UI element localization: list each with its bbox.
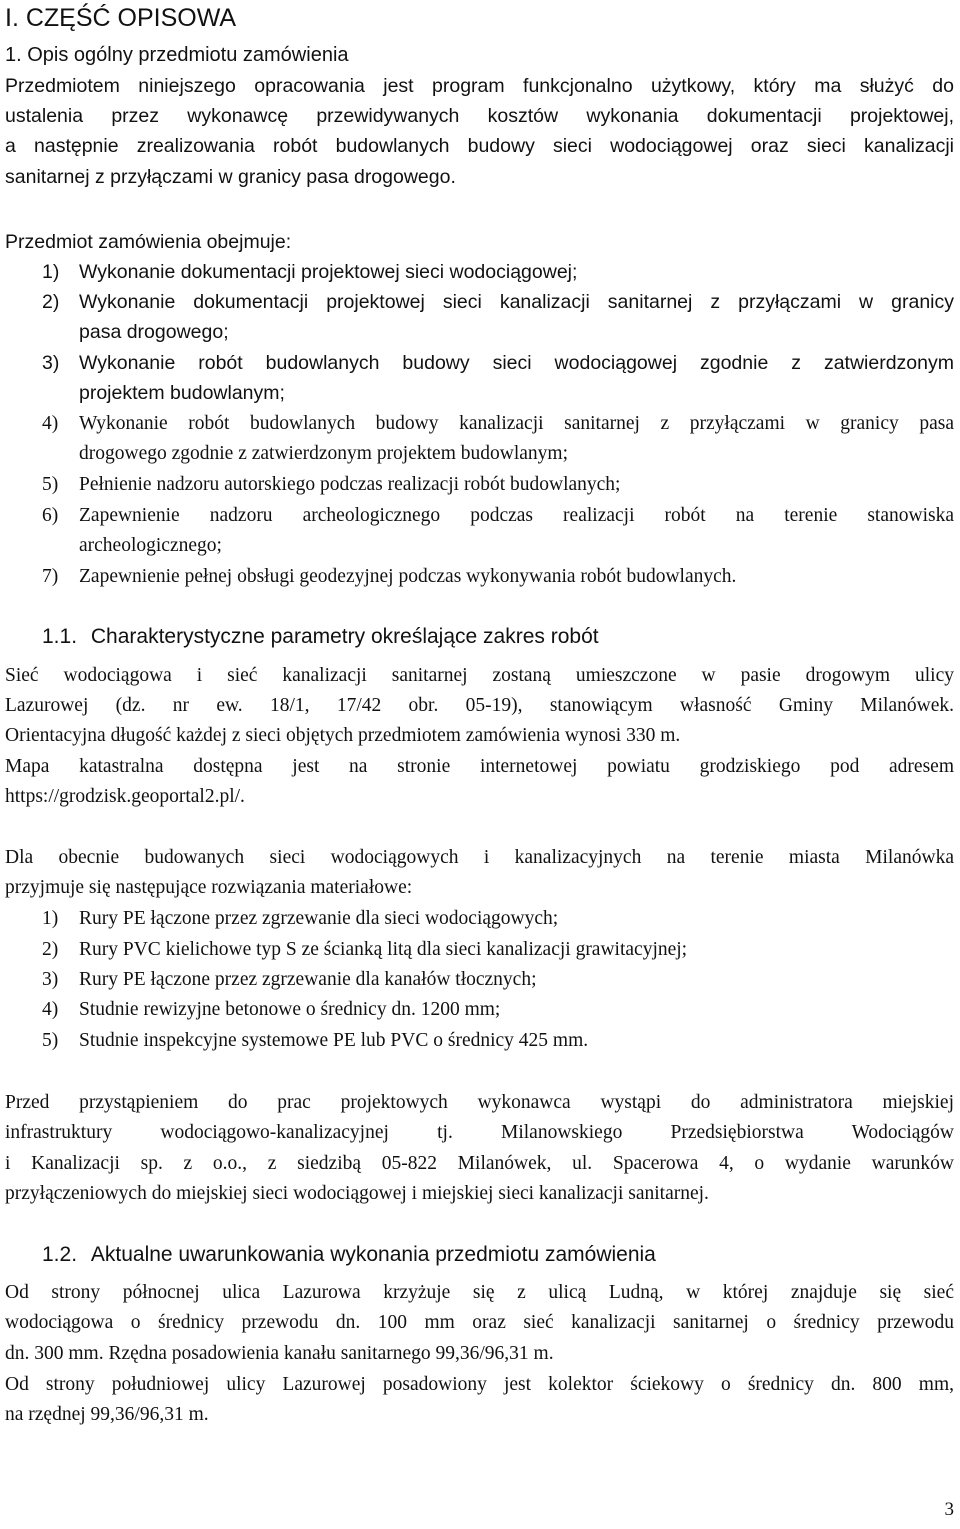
page-number: 3: [944, 1499, 954, 1520]
materials-intro-line-1: Dla obecnie budowanych sieci wodociągowych i kanalizacyjnych na terenie miasta Milanówka: [5, 847, 954, 868]
params-line-5: https://grodzisk.geoportal2.pl/.: [5, 786, 245, 807]
list-text: pasa drogowego;: [79, 321, 229, 343]
list-text: Rury PE łączone przez zgrzewanie dla kanałów tłocznych;: [79, 969, 537, 990]
section-title-text: Aktualne uwarunkowania wykonania przedmiotu zamówienia: [90, 1243, 656, 1266]
list-item: [42, 257, 954, 287]
params-line-3: Orientacyjna długość każdej z sieci objętych przedmiotem zamówienia wynosi 330 m.: [5, 725, 681, 746]
list-text: Studnie rewizyjne betonowe o średnicy dn. 1200 mm;: [79, 999, 501, 1020]
list-text: Zapewnienie pełnej obsługi geodezyjnej podczas wykonywania robót budowlanych.: [79, 566, 737, 587]
intro-line-3: a następnie zrealizowania robót budowlanych budowy sieci wodociągowej oraz sieci kanalizacji: [5, 135, 954, 157]
list-text: Wykonanie dokumentacji projektowej sieci kanalizacji sanitarnej z przyłączami w granicy: [79, 291, 954, 313]
params-line-4: Mapa katastralna dostępna jest na stronie internetowej powiatu grodziskiego pod adresem: [5, 756, 954, 777]
conditions-line-1: Od strony północnej ulica Lazurowa krzyżuje się z ulicą Ludną, w której znajduje się sieć: [5, 1282, 954, 1303]
list-item: [42, 562, 954, 592]
list-number: 4): [42, 413, 59, 434]
list-text: Rury PE łączone przez zgrzewanie dla sieci wodociągowych;: [79, 908, 559, 929]
list-text: Wykonanie dokumentacji projektowej sieci wodociągowej;: [79, 261, 578, 283]
section-number: 1.1.: [42, 625, 78, 648]
intro-line-1: Przedmiotem niniejszego opracowania jest program funkcjonalno użytkowy, który ma służyć do: [5, 75, 954, 97]
intro-line-4: sanitarnej z przyłączami w granicy pasa drogowego.: [5, 166, 456, 188]
list-number: 7): [42, 566, 59, 587]
list-item: [42, 287, 954, 347]
list-text: archeologicznego;: [79, 535, 222, 556]
list-number: 3): [42, 352, 60, 374]
section-title-text: Charakterystyczne parametry określające zakres robót: [90, 625, 599, 648]
section-1-1-title: [42, 622, 599, 652]
section-heading-main: I. CZĘŚĆ OPISOWA: [5, 4, 237, 32]
list-item: [42, 348, 954, 408]
list-number: 4): [42, 999, 59, 1020]
list-number: 1): [42, 908, 59, 929]
section-number: 1.2.: [42, 1243, 78, 1266]
conditions-line-4: Od strony południowej ulicy Lazurowej posadowiony jest kolektor ściekowy o średnicy dn. 800 mm,: [5, 1374, 954, 1395]
list-text: Wykonanie robót budowlanych budowy kanalizacji sanitarnej z przyłączami w granicy pasa: [79, 413, 954, 434]
conditions-line-3: dn. 300 mm. Rzędna posadowienia kanału sanitarnego 99,36/96,31 m.: [5, 1343, 554, 1364]
list-item: [42, 995, 954, 1025]
list-item: [42, 501, 954, 561]
list-text: Wykonanie robót budowlanych budowy sieci wodociągowej zgodnie z zatwierdzonym: [79, 352, 954, 374]
list-number: 5): [42, 1030, 59, 1051]
materials-intro-line-2: przyjmuje się następujące rozwiązania materiałowe:: [5, 877, 413, 898]
section-1-2-title: [42, 1240, 656, 1270]
list-item: [42, 470, 954, 500]
list-item: [42, 904, 954, 934]
list-text: Zapewnienie nadzoru archeologicznego podczas realizacji robót na terenie stanowiska: [79, 505, 954, 526]
list-number: 1): [42, 261, 60, 283]
admin-line-1: Przed przystąpieniem do prac projektowych wykonawca wystąpi do administratora miejskiej: [5, 1092, 954, 1113]
list-number: 2): [42, 291, 60, 313]
list-item: [42, 1026, 954, 1056]
params-line-1: Sieć wodociągowa i sieć kanalizacji sanitarnej zostaną umieszczone w pasie drogowym ulicy: [5, 665, 954, 686]
list-number: 2): [42, 939, 59, 960]
list-text: Pełnienie nadzoru autorskiego podczas realizacji robót budowlanych;: [79, 474, 621, 495]
list-item: [42, 935, 954, 965]
list-item: [42, 409, 954, 469]
list-number: 5): [42, 474, 59, 495]
conditions-line-5: na rzędnej 99,36/96,31 m.: [5, 1404, 209, 1425]
admin-line-4: przyłączeniowych do miejskiej sieci wodociągowej i miejskiej sieci kanalizacji sanitarnej.: [5, 1183, 709, 1204]
list-text: Studnie inspekcyjne systemowe PE lub PVC o średnicy 425 mm.: [79, 1030, 589, 1051]
admin-line-2: infrastruktury wodociągowo-kanalizacyjnej tj. Milanowskiego Przedsiębiorstwa Wodociągów: [5, 1122, 954, 1143]
intro-line-2: ustalenia przez wykonawcę przewidywanych kosztów wykonania dokumentacji projektowej,: [5, 105, 954, 127]
list-number: 3): [42, 969, 59, 990]
scope-intro: Przedmiot zamówienia obejmuje:: [5, 231, 292, 253]
admin-line-3: i Kanalizacji sp. z o.o., z siedzibą 05-822 Milanówek, ul. Spacerowa 4, o wydanie warunków: [5, 1153, 954, 1174]
section-1-title: 1. Opis ogólny przedmiotu zamówienia: [5, 44, 349, 66]
list-item: [42, 965, 954, 995]
list-text: projektem budowlanym;: [79, 382, 285, 404]
params-line-2: Lazurowej (dz. nr ew. 18/1, 17/42 obr. 05-19), stanowiącym własność Gminy Milanówek.: [5, 695, 954, 716]
conditions-line-2: wodociągowa o średnicy przewodu dn. 100 mm oraz sieć kanalizacji sanitarnej o średnicy przewodu: [5, 1312, 954, 1333]
list-number: 6): [42, 505, 59, 526]
list-text: drogowego zgodnie z zatwierdzonym projektem budowlanym;: [79, 443, 568, 464]
list-text: Rury PVC kielichowe typ S ze ścianką litą dla sieci kanalizacji grawitacyjnej;: [79, 939, 688, 960]
